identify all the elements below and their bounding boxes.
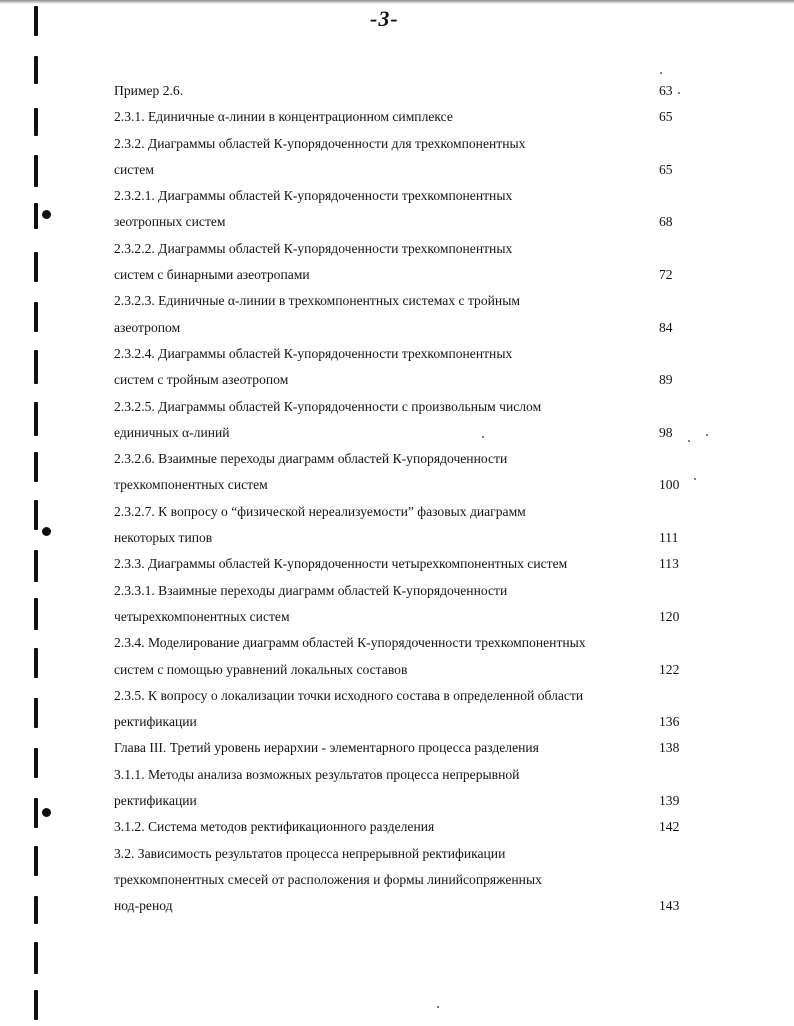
- toc-line: [114, 78, 684, 104]
- toc-line: [114, 867, 684, 893]
- binding-bar: [34, 798, 38, 828]
- toc-line: [114, 525, 684, 551]
- toc-entry-title: четырехкомпонентных систем: [114, 608, 290, 624]
- toc-entry-title: 3.1.2. Система методов ректификационного разделения: [114, 819, 435, 835]
- toc-line: [114, 209, 684, 235]
- toc-line: [114, 394, 684, 420]
- toc-entry-page: 84: [659, 319, 673, 335]
- toc-entry-title: систем с помощью уравнений локальных составов: [114, 661, 408, 677]
- toc-line: [114, 841, 684, 867]
- binding-bar: [34, 302, 38, 332]
- binding-bar: [34, 500, 38, 530]
- toc-line: [114, 183, 684, 209]
- toc-entry-page: 139: [659, 793, 680, 809]
- binding-bar: [34, 155, 38, 187]
- binding-bar: [34, 550, 38, 582]
- binding-bar: [34, 846, 38, 876]
- toc-line: [114, 499, 684, 525]
- toc-line: [114, 762, 684, 788]
- binding-bar: [34, 6, 38, 36]
- binding-bar: [34, 942, 38, 974]
- toc-entry-title: 2.3.2. Диаграммы областей К-упорядоченности для трехкомпонентных: [114, 135, 526, 151]
- toc-entry-page: 138: [659, 740, 680, 756]
- toc-entry-title: 2.3.2.7. К вопросу о “физической нереализуемости” фазовых диаграмм: [114, 503, 526, 519]
- toc-line: [114, 578, 684, 604]
- binding-bar: [34, 896, 38, 924]
- toc-entry-title: 2.3.2.5. Диаграммы областей К-упорядоченности с произвольным числом: [114, 398, 542, 414]
- toc-entry-page: 98: [659, 424, 673, 440]
- binding-bar: [34, 252, 38, 282]
- toc-entry-title: 2.3.4. Моделирование диаграмм областей К-упорядоченности трехкомпонентных: [114, 635, 586, 651]
- binding-bar: [34, 56, 38, 84]
- toc-entry-title: систем с бинарными азеотропами: [114, 267, 310, 283]
- toc-entry-title: трехкомпонентных смесей от расположения и формы линийсопряженных: [114, 871, 542, 887]
- toc-line: [114, 341, 684, 367]
- page-number: -3-: [370, 6, 399, 31]
- binding-bar: [34, 108, 38, 136]
- binding-bar: [34, 350, 38, 384]
- toc-line: [114, 420, 684, 446]
- toc-entry-title: 3.2. Зависимость результатов процесса непрерывной ректификации: [114, 845, 506, 861]
- toc-entry-title: Глава III. Третий уровень иерархии - элементарного процесса разделения: [114, 740, 539, 756]
- toc-line: [114, 630, 684, 656]
- binding-bar: [34, 698, 38, 728]
- toc-entry-title: 2.3.2.2. Диаграммы областей К-упорядоченности трехкомпонентных: [114, 240, 513, 256]
- toc-entry-page: 122: [659, 661, 680, 677]
- binding-bar: [34, 203, 38, 229]
- toc-entry-title: 2.3.2.4. Диаграммы областей К-упорядоченности трехкомпонентных: [114, 345, 513, 361]
- toc-line: [114, 788, 684, 814]
- toc-entry-page: 72: [659, 267, 673, 283]
- table-of-contents: [114, 78, 684, 920]
- toc-entry-title: 2.3.2.1. Диаграммы областей К-упорядоченности трехкомпонентных: [114, 188, 513, 204]
- binding-bar: [34, 748, 38, 778]
- toc-entry-title: Пример 2.6.: [114, 83, 184, 98]
- toc-line: [114, 657, 684, 683]
- toc-line: [114, 288, 684, 314]
- toc-entry-page: 65: [659, 161, 673, 177]
- punch-hole: [42, 808, 51, 817]
- toc-line: [114, 683, 684, 709]
- toc-entry-page: 111: [659, 530, 679, 546]
- toc-entry-page: 142: [659, 819, 680, 835]
- toc-line: [114, 551, 684, 577]
- scan-speck: [706, 434, 708, 436]
- toc-line: [114, 104, 684, 130]
- toc-line: [114, 472, 684, 498]
- punch-hole: [42, 527, 51, 536]
- scan-edge-shadow: [0, 0, 794, 4]
- toc-entry-page: 120: [659, 608, 680, 624]
- binding-bar: [34, 402, 38, 436]
- toc-entry-page: 63: [659, 83, 673, 98]
- toc-entry-page: 65: [659, 109, 673, 125]
- toc-entry-page: 68: [659, 214, 673, 230]
- toc-entry-title: 3.1.1. Методы анализа возможных результатов процесса непрерывной: [114, 766, 520, 782]
- toc-entry-title: 2.3.1. Единичные α-линии в концентрационном симплексе: [114, 109, 453, 125]
- toc-entry-title: зеотропных систем: [114, 214, 226, 230]
- toc-entry-title: единичных α-линий: [114, 424, 230, 440]
- toc-entry-title: систем: [114, 161, 154, 177]
- toc-line: [114, 709, 684, 735]
- toc-entry-title: некоторых типов: [114, 530, 213, 546]
- toc-entry-title: 2.3.3. Диаграммы областей К-упорядоченности четырехкомпонентных систем: [114, 556, 568, 572]
- toc-line: [114, 604, 684, 630]
- toc-entry-page: 136: [659, 714, 680, 730]
- toc-line: [114, 893, 684, 919]
- toc-entry-page: 113: [659, 556, 679, 572]
- toc-entry-title: трехкомпонентных систем: [114, 477, 268, 493]
- binding-bar: [34, 648, 38, 678]
- toc-line: [114, 446, 684, 472]
- toc-line: [114, 157, 684, 183]
- scan-speck: [688, 440, 690, 442]
- scan-speck: [694, 478, 696, 480]
- toc-entry-title: систем с тройным азеотропом: [114, 372, 289, 388]
- toc-line: [114, 814, 684, 840]
- toc-line: [114, 262, 684, 288]
- scan-speck: [437, 1006, 439, 1008]
- binding-bar: [34, 452, 38, 482]
- binding-margin: [30, 0, 70, 1026]
- toc-entry-title: ректификации: [114, 793, 197, 809]
- toc-entry-title: 2.3.5. К вопросу о локализации точки исходного состава в определенной области: [114, 687, 584, 703]
- toc-entry-title: азеотропом: [114, 319, 181, 335]
- toc-line: [114, 315, 684, 341]
- binding-bar: [34, 990, 38, 1020]
- scan-speck: [660, 72, 662, 74]
- toc-line: [114, 735, 684, 761]
- binding-bar: [34, 598, 38, 630]
- toc-entry-title: 2.3.2.6. Взаимные переходы диаграмм областей К-упорядоченности: [114, 451, 508, 467]
- toc-entry-page: 143: [659, 898, 680, 914]
- punch-hole: [42, 210, 51, 219]
- toc-entry-title: 2.3.3.1. Взаимные переходы диаграмм областей К-упорядоченности: [114, 582, 508, 598]
- toc-entry-title: 2.3.2.3. Единичные α-линии в трехкомпонентных системах с тройным: [114, 293, 520, 309]
- toc-entry-page: 100: [659, 477, 680, 493]
- toc-entry-page: 89: [659, 372, 673, 388]
- toc-entry-title: ректификации: [114, 714, 197, 730]
- toc-line: [114, 367, 684, 393]
- toc-entry-title: нод-ренод: [114, 898, 173, 914]
- toc-line: [114, 236, 684, 262]
- toc-line: [114, 131, 684, 157]
